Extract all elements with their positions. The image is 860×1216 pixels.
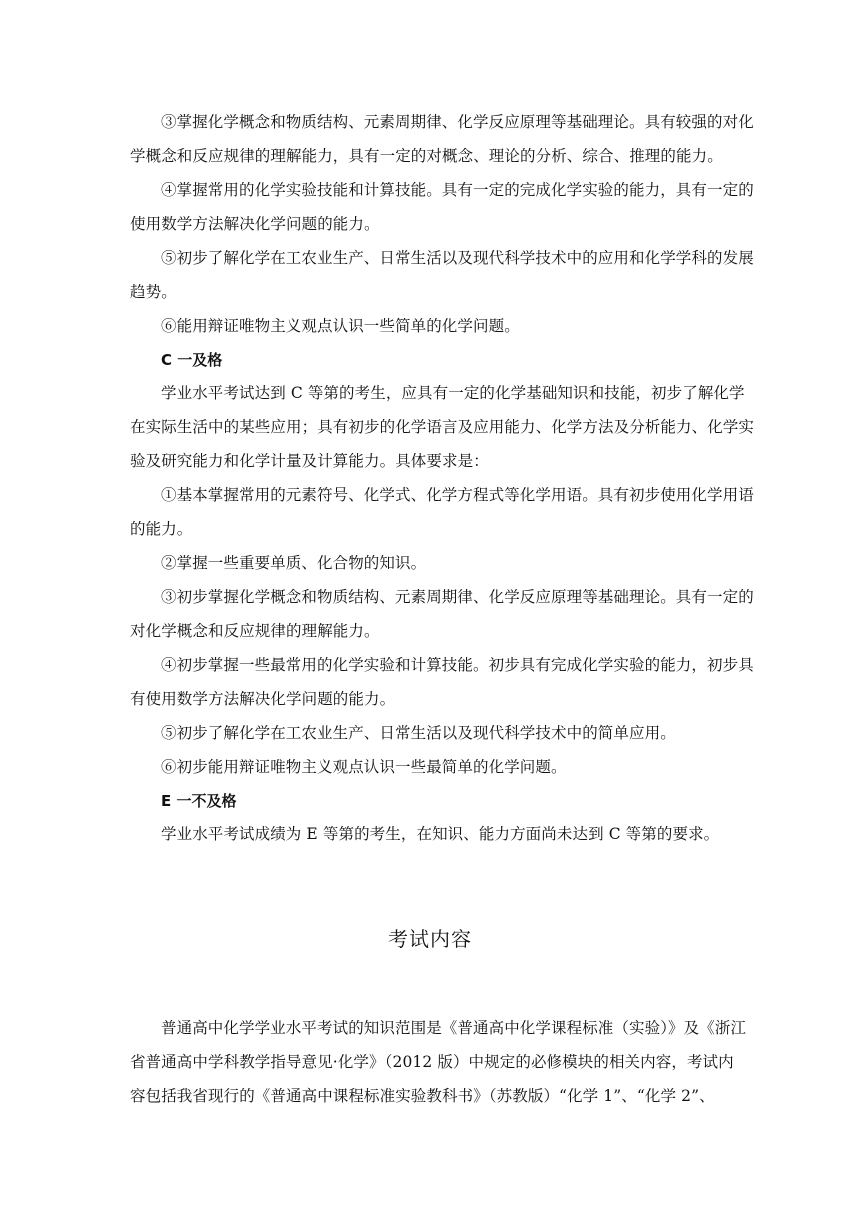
section-e-text: 学业水平考试成绩为 E 等第的考生，在知识、能力方面尚未达到 C 等第的要求。 [161, 825, 720, 843]
c-item1-line2: 的能力。 [130, 520, 193, 538]
c-intro-line2: 在实际生活中的某些应用；具有初步的化学语言及应用能力、化学方法及分析能力、化学实 [130, 418, 755, 436]
c-intro-line1: 学业水平考试达到 C 等第的考生，应具有一定的化学基础知识和技能，初步了解化学 [161, 384, 745, 402]
section-e-heading: E 一不及格 [161, 792, 237, 810]
b-item6-line1: ⑥能用辩证唯物主义观点认识一些简单的化学问题。 [161, 317, 520, 335]
exam-content-line3: 容包括我省现行的《普通高中课程标准实验教科书》（苏教版）“化学 1”、“化学 2”、 [130, 1087, 715, 1105]
c-item5-line1: ⑤初步了解化学在工农业生产、日常生活以及现代科学技术中的简单应用。 [161, 724, 676, 742]
c-item3-line1: ③初步掌握化学概念和物质结构、元素周期律、化学反应原理等基础理论。具有一定的 [161, 588, 754, 606]
section-c-heading: C 一及格 [161, 351, 223, 369]
b-item4-line1: ④掌握常用的化学实验技能和计算技能。具有一定的完成化学实验的能力，具有一定的 [161, 181, 754, 199]
c-intro-line3: 验及研究能力和化学计量及计算能力。具体要求是： [130, 452, 489, 470]
c-item6-line1: ⑥初步能用辩证唯物主义观点认识一些最简单的化学问题。 [161, 758, 567, 776]
c-item4-line2: 有使用数学方法解决化学问题的能力。 [130, 690, 396, 708]
b-item3-line1: ③掌握化学概念和物质结构、元素周期律、化学反应原理等基础理论。具有较强的对化 [161, 113, 754, 131]
c-item4-line1: ④初步掌握一些最常用的化学实验和计算技能。初步具有完成化学实验的能力，初步具 [161, 656, 754, 674]
b-item4-line2: 使用数学方法解决化学问题的能力。 [130, 215, 380, 233]
exam-content-line1: 普通高中化学学业水平考试的知识范围是《普通高中化学课程标准（实验）》及《浙江 [161, 1019, 747, 1037]
exam-content-line2: 省普通高中学科教学指导意见·化学》（2012 版）中规定的必修模块的相关内容，考试内 [130, 1053, 734, 1071]
c-item2-line1: ②掌握一些重要单质、化合物的知识。 [161, 554, 427, 572]
b-item5-line1: ⑤初步了解化学在工农业生产、日常生活以及现代科学技术中的应用和化学学科的发展 [161, 249, 754, 267]
c-item1-line1: ①基本掌握常用的元素符号、化学式、化学方程式等化学用语。具有初步使用化学用语 [161, 486, 754, 504]
b-item5-line2: 趋势。 [130, 283, 177, 301]
b-item3-line2: 学概念和反应规律的理解能力，具有一定的对概念、理论的分析、综合、推理的能力。 [130, 147, 723, 165]
exam-content-title: 考试内容 [388, 927, 472, 951]
c-item3-line2: 对化学概念和反应规律的理解能力。 [130, 622, 380, 640]
